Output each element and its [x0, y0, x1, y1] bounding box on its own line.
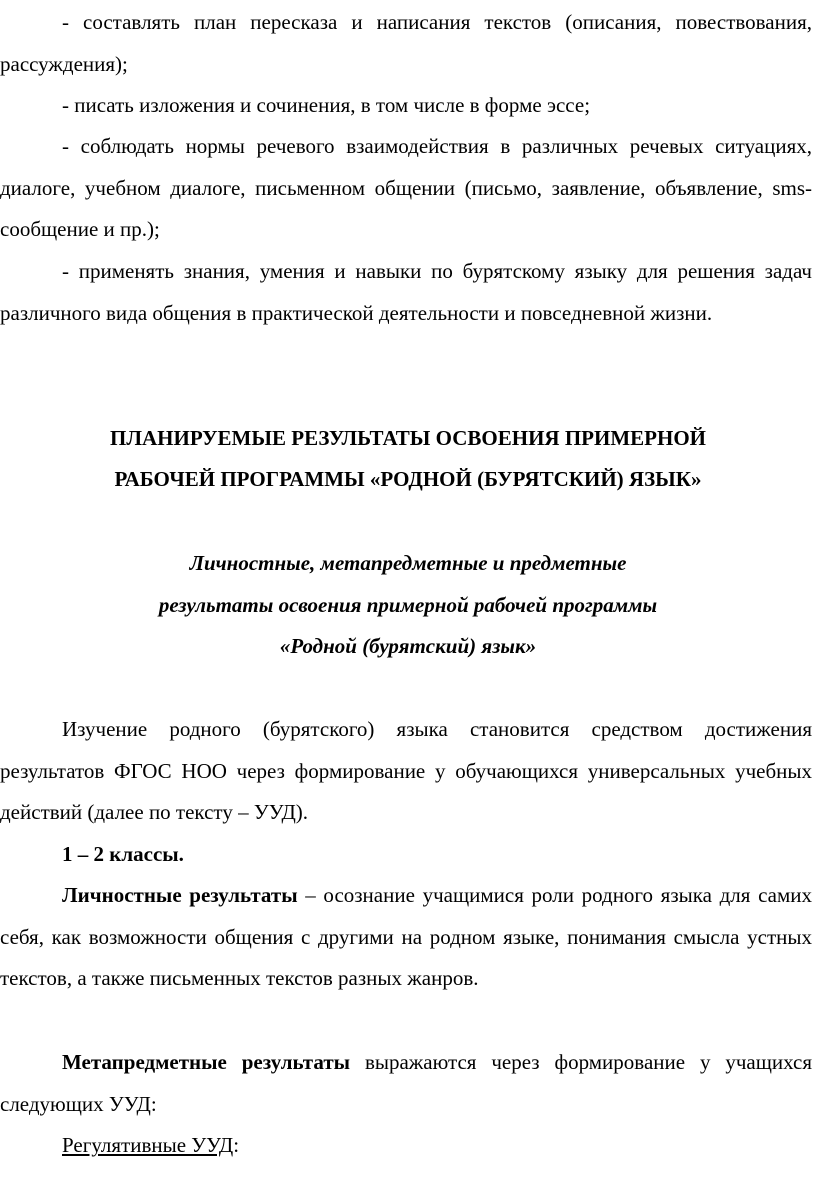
- meta-results-label: Метапредметные результаты: [62, 1050, 351, 1074]
- main-heading-line-2: РАБОЧЕЙ ПРОГРАММЫ «РОДНОЙ (БУРЯТСКИЙ) ЯЗЫК»: [114, 467, 702, 491]
- sub-heading-line-2: результаты освоения примерной рабочей программы: [158, 593, 658, 617]
- meta-results-paragraph: [0, 1042, 812, 1125]
- regulatory-uud-label: Регулятивные УУД: [62, 1133, 234, 1157]
- personal-results-paragraph: [0, 875, 812, 1000]
- personal-results-label: Личностные результаты: [62, 883, 298, 907]
- list-item-retelling-plan: - составлять план пересказа и написания текстов (описания, повествования, рассуждения);: [0, 10, 812, 76]
- sub-heading-line-1: Личностные, метапредметные и предметные: [189, 551, 627, 575]
- grades-label: 1 – 2 классы.: [62, 842, 184, 866]
- sub-heading-line-3: «Родной (бурятский) язык»: [279, 634, 537, 658]
- main-heading-line-1: ПЛАНИРУЕМЫЕ РЕЗУЛЬТАТЫ ОСВОЕНИЯ ПРИМЕРНОЙ: [110, 426, 706, 450]
- regulatory-uud-colon: :: [233, 1133, 240, 1157]
- intro-paragraph: Изучение родного (бурятского) языка становится средством достижения результатов ФГОС НОО через формирование у обучающихся универсальных учебных действий (далее по тексту – УУД).: [0, 717, 812, 824]
- list-item-apply-knowledge: - применять знания, умения и навыки по бурятскому языку для решения задач различного вида общения в практической деятельности и повседневной жизни.: [0, 259, 812, 325]
- list-item-speech-norms: - соблюдать нормы речевого взаимодействия в различных речевых ситуациях, диалоге, учебном диалоге, письменном общении (письмо, заявление, объявление, sms-сообщение и пр.);: [0, 134, 812, 241]
- personal-results-text: – осознание учащимися роли родного языка для самих себя, как возможности общения с другими на родном языке, понимания смысла устных текстов, а также письменных текстов разных жанров.: [0, 883, 812, 990]
- meta-results-text: выражаются через формирование у учащихся следующих УУД:: [0, 1050, 812, 1116]
- list-item-essays: - писать изложения и сочинения, в том числе в форме эссе;: [62, 93, 591, 117]
- regulatory-uud-heading: [0, 1125, 812, 1167]
